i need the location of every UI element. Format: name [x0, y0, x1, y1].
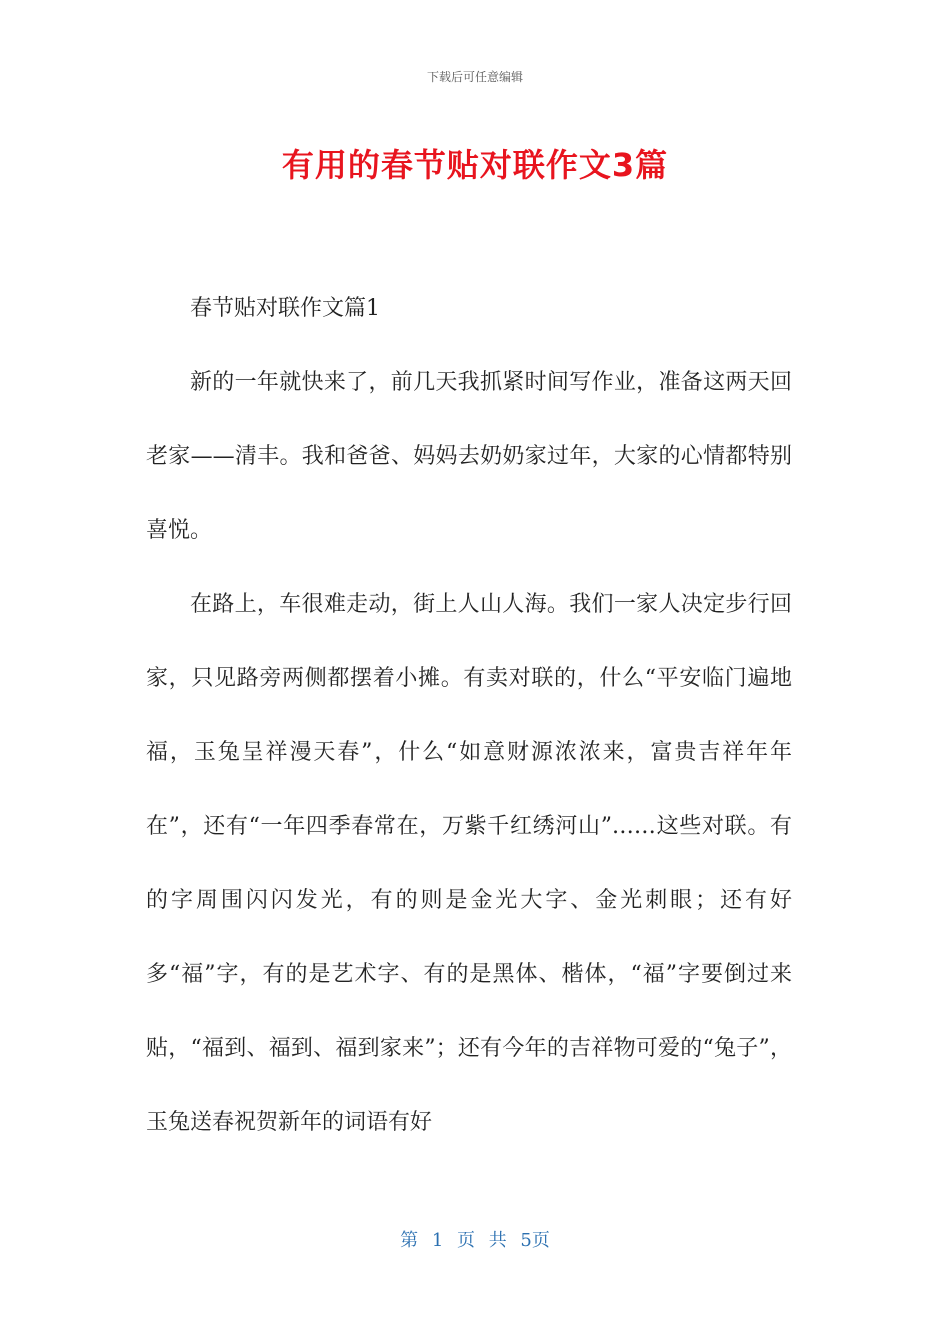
paragraph-2: 在路上，车很难走动，街上人山人海。我们一家人决定步行回家，只见路旁两侧都摆着小摊。有卖对联的，什么“平安临门遍地福，玉兔呈祥漫天春”，什么“如意财源浓浓来，富贵吉祥年年在”，还有“一年四季春常在，万紫千红绣河山”……这些对联。有的字周围闪闪发光，有的则是金光大字、金光刺眼；还有好多“福”字，有的是艺术字、有的是黑体、楷体，“福”字要倒过来贴，“福到、福到、福到家来”；还有今年的吉祥物可爱的“兔子”，玉兔送春祝贺新年的词语有好 — [146, 592, 792, 1135]
document-title: 有用的春节贴对联作文3篇 — [281, 146, 669, 184]
paragraph-1: 新的一年就快来了，前几天我抓紧时间写作业，准备这两天回老家——清丰。我和爸爸、妈妈去奶奶家过年，大家的心情都特别喜悦。 — [146, 370, 792, 543]
document-body — [146, 272, 792, 1160]
section-heading: 春节贴对联作文篇1 — [190, 296, 380, 321]
page-number-footer: 第 1 页 共 5页 — [400, 1230, 550, 1251]
header-note: 下载后可任意编辑 — [426, 70, 523, 84]
